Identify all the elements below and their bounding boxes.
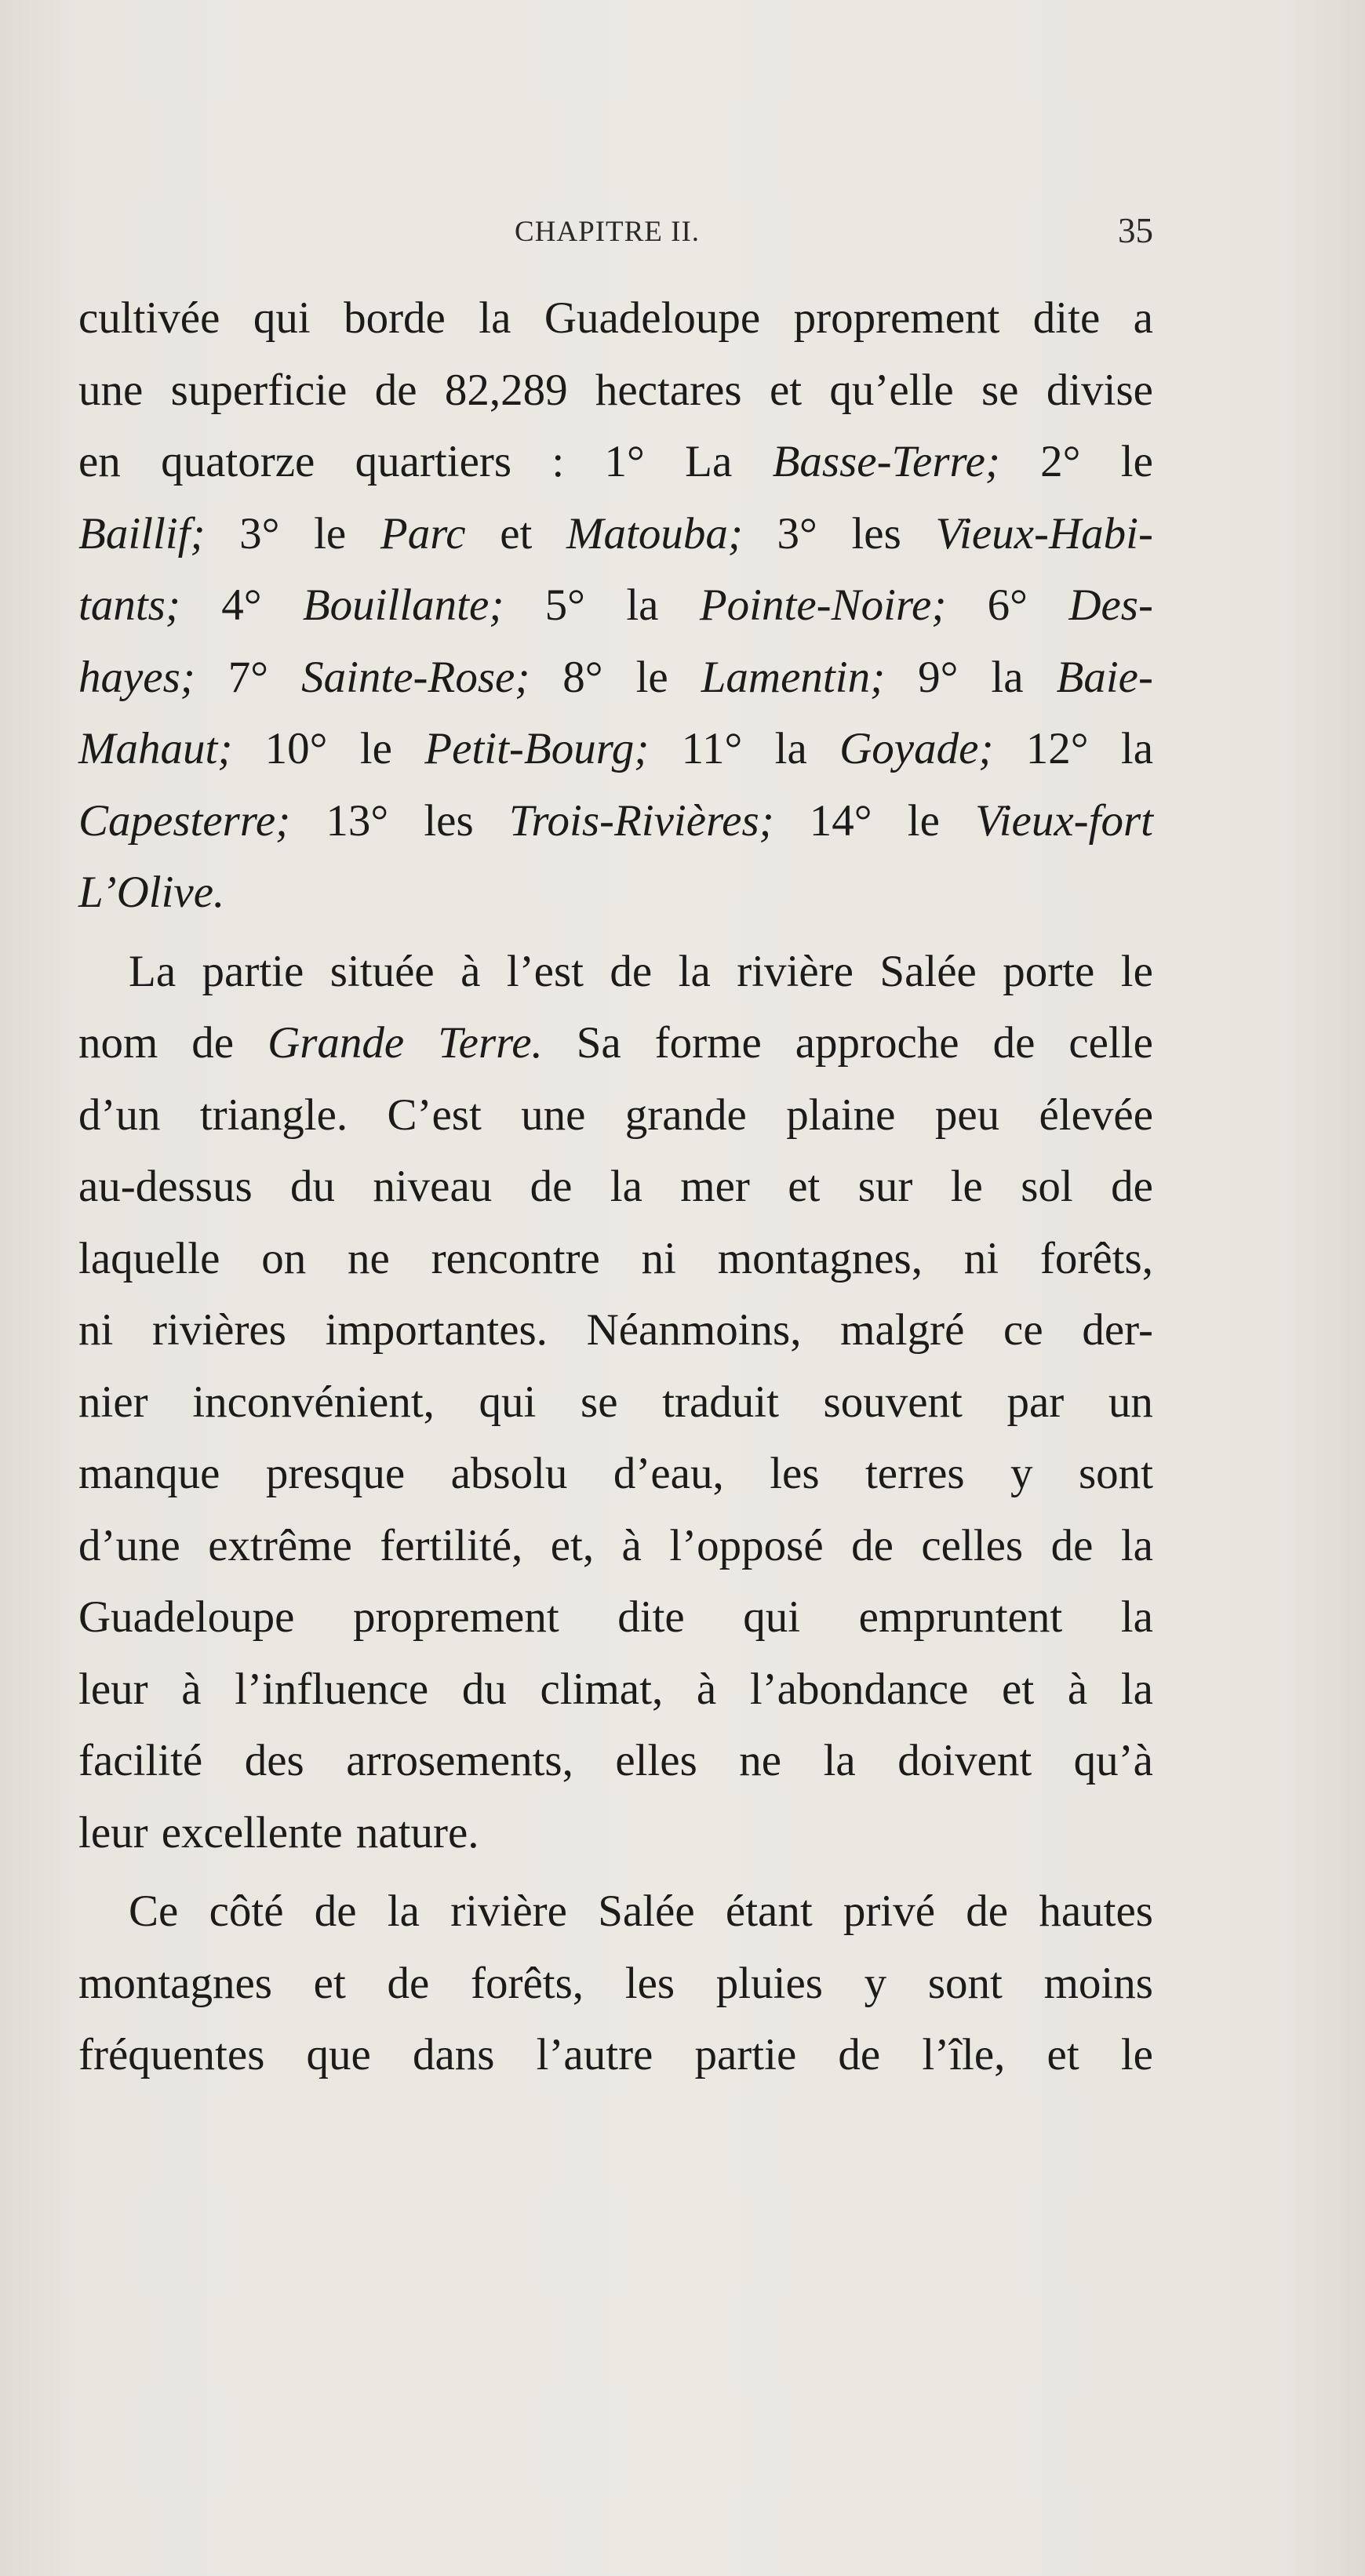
word: Pointe-Noire; (699, 580, 947, 630)
word: Sainte-Rose; (301, 652, 530, 702)
word: Lamentin; (701, 652, 886, 702)
word: Trois-Rivières; (508, 795, 774, 846)
word: privé (843, 1887, 936, 1936)
text-line (78, 282, 1153, 355)
word: la (991, 652, 1024, 702)
word: sur (857, 1162, 913, 1211)
word: de (530, 1162, 573, 1211)
word: dans (412, 2030, 495, 2079)
word: sont (927, 1958, 1003, 2008)
word: ne (348, 1233, 390, 1283)
word: le (1120, 2030, 1153, 2079)
text-line (78, 1725, 1153, 1797)
text-line (78, 355, 1153, 427)
word: et (313, 1958, 346, 2008)
word: la (823, 1736, 856, 1785)
word: rivière (737, 946, 854, 996)
word: Bouillante; (302, 580, 504, 630)
word: Guadeloupe (78, 1592, 295, 1642)
word: 4° (221, 580, 262, 630)
word: qu’elle (829, 365, 954, 415)
word: souvent (823, 1377, 963, 1427)
word: elles (615, 1736, 697, 1785)
word: La (129, 946, 177, 996)
word: nom (78, 1018, 158, 1068)
text-line (78, 1510, 1153, 1582)
word: inconvénient, (192, 1377, 435, 1427)
word: en (78, 437, 121, 486)
word: Vieux-Habi- (935, 508, 1153, 558)
text-line (78, 1366, 1153, 1439)
word: : (551, 437, 565, 486)
text-line (78, 1007, 1153, 1079)
word: Capesterre; (78, 795, 291, 846)
word: Guadeloupe (544, 293, 761, 343)
word: approche (795, 1018, 959, 1068)
word: Sa (576, 1018, 621, 1068)
text-line (78, 1948, 1153, 2020)
word: triangle. (199, 1090, 348, 1140)
word: d’une (78, 1520, 180, 1570)
word: 12° (1025, 724, 1089, 773)
word: hectares (595, 365, 742, 415)
word: Mahaut; (78, 724, 233, 773)
word: sol (1021, 1162, 1073, 1211)
word: cultivée (78, 293, 220, 343)
word: partie (202, 946, 304, 996)
word: et (769, 365, 803, 415)
word: de (1050, 1520, 1094, 1570)
word: le (1120, 437, 1153, 486)
word: la (1120, 1592, 1153, 1642)
word: Petit-Bourg; (424, 724, 650, 773)
word: laquelle (78, 1233, 220, 1283)
word: quartiers (355, 437, 512, 486)
word: de (966, 1887, 1009, 1936)
word: de (1111, 1162, 1153, 1211)
text-line (78, 1438, 1153, 1510)
word: du (289, 1162, 335, 1211)
word: excellente (161, 1807, 343, 1857)
word: 82,289 (444, 365, 568, 415)
word: le (635, 652, 668, 702)
word: 10° (264, 724, 328, 773)
text-line (78, 426, 1153, 498)
word: et (500, 508, 533, 558)
word: qu’à (1073, 1736, 1153, 1785)
word: superficie (170, 365, 348, 415)
word: importantes. (325, 1305, 548, 1355)
word: empruntent (858, 1592, 1063, 1642)
word: un (1108, 1377, 1153, 1427)
word: Baillif; (78, 508, 206, 558)
word: que (306, 2030, 371, 2079)
word: ce (1003, 1305, 1043, 1355)
word: par (1006, 1377, 1065, 1427)
word: doivent (897, 1736, 1032, 1785)
word: borde (344, 293, 446, 343)
word: se (581, 1377, 618, 1427)
word: extrême (208, 1520, 352, 1570)
word: ne (739, 1736, 782, 1785)
word: 5° (544, 580, 585, 630)
word: les (624, 1958, 675, 2008)
word: la (1120, 724, 1153, 773)
word: y (864, 1958, 887, 2008)
word: C’est (387, 1090, 482, 1140)
word: Néanmoins, (586, 1305, 802, 1355)
word: montagnes (78, 1958, 272, 2008)
word: et, (550, 1520, 595, 1570)
word: à (696, 1664, 717, 1714)
word: l’île, (922, 2030, 1006, 2079)
word: 7° (228, 652, 269, 702)
word: située (329, 946, 435, 996)
word: la (626, 580, 659, 630)
text-line (78, 1223, 1153, 1295)
word: celles (921, 1520, 1024, 1570)
word: sont (1078, 1449, 1153, 1498)
word: quatorze (161, 437, 315, 486)
word: de (851, 1520, 894, 1570)
word: à (181, 1664, 202, 1714)
word: 6° (987, 580, 1028, 630)
word: des (244, 1736, 304, 1785)
text-line (78, 1079, 1153, 1152)
word: Salée (879, 946, 977, 996)
text-line (78, 498, 1153, 570)
word: le (1120, 946, 1153, 996)
word: hayes; (78, 652, 195, 702)
word: plaine (786, 1090, 896, 1140)
word: terres (864, 1449, 965, 1498)
word: ni (641, 1233, 676, 1283)
text-line (78, 857, 1153, 929)
text-line (78, 713, 1153, 785)
word: manque (78, 1449, 220, 1498)
word: de (374, 365, 417, 415)
word: forêts, (1039, 1233, 1153, 1283)
word: Baie- (1056, 652, 1153, 702)
word: Basse-Terre; (772, 437, 1000, 486)
word: une (521, 1090, 586, 1140)
word: Matouba; (566, 508, 743, 558)
word: d’un (78, 1090, 161, 1140)
word: dite (1032, 293, 1101, 343)
word: Terre. (438, 1018, 543, 1068)
word: du (461, 1664, 507, 1714)
word: forme (654, 1018, 762, 1068)
body-text (78, 282, 1153, 2091)
word: Vieux-fort (975, 795, 1153, 846)
word: celle (1068, 1018, 1153, 1068)
word: de (387, 1958, 430, 2008)
word: qui (253, 293, 311, 343)
word: la (387, 1887, 420, 1936)
word: ni (963, 1233, 999, 1283)
word: niveau (373, 1162, 493, 1211)
word: la (678, 946, 711, 996)
page-number: 35 (1118, 211, 1153, 250)
word: rencontre (431, 1233, 600, 1283)
word: de (992, 1018, 1036, 1068)
word: l’est (506, 946, 584, 996)
word: partie (694, 2030, 797, 2079)
word: l’opposé (669, 1520, 824, 1570)
word: Goyade; (839, 724, 994, 773)
word: traduit (662, 1377, 779, 1427)
text-line (78, 1654, 1153, 1726)
word: absolu (450, 1449, 568, 1498)
word: Des- (1068, 580, 1153, 630)
word: à (621, 1520, 642, 1570)
word: au-dessus (78, 1162, 253, 1211)
word: le (907, 795, 940, 846)
text-line (78, 1797, 1153, 1869)
word: de (191, 1018, 235, 1068)
word: les (851, 508, 901, 558)
text-line (78, 936, 1153, 1008)
text-line (78, 2019, 1153, 2091)
word: climat, (540, 1664, 664, 1714)
word: l’influence (235, 1664, 429, 1714)
word: élevée (1039, 1090, 1153, 1140)
word: y (1010, 1449, 1033, 1498)
word: une (78, 365, 144, 415)
page-header (78, 210, 1153, 257)
word: 1° (604, 437, 645, 486)
word: la (610, 1162, 642, 1211)
text-line (78, 1294, 1153, 1366)
word: côté (209, 1887, 284, 1936)
word: facilité (78, 1736, 203, 1785)
word: la (1120, 1520, 1153, 1570)
text-line (78, 1151, 1153, 1223)
word: L’Olive. (78, 868, 225, 917)
word: Ce (129, 1887, 179, 1936)
running-title: CHAPITRE II. (515, 216, 701, 248)
word: l’autre (536, 2030, 653, 2079)
word: 14° (809, 795, 872, 846)
word: le (950, 1162, 983, 1211)
word: l’abondance (749, 1664, 969, 1714)
word: 9° (918, 652, 959, 702)
word: fréquentes (78, 2030, 265, 2079)
word: proprement (352, 1592, 559, 1642)
word: forêts, (471, 1958, 584, 2008)
word: Salée (598, 1887, 695, 1936)
word: nature. (355, 1807, 479, 1857)
word: proprement (793, 293, 1000, 343)
word: rivière (450, 1887, 567, 1936)
word: Grande (268, 1018, 405, 1068)
word: le (314, 508, 347, 558)
word: arrosements, (346, 1736, 573, 1785)
word: nier (78, 1377, 148, 1427)
word: qui (743, 1592, 801, 1642)
word: se (981, 365, 1019, 415)
word: à (1067, 1664, 1088, 1714)
word: dite (617, 1592, 685, 1642)
text-line (78, 785, 1153, 857)
word: tants; (78, 580, 180, 630)
word: peu (934, 1090, 1000, 1140)
word: les (424, 795, 474, 846)
word: la (774, 724, 807, 773)
word: et (1002, 1664, 1035, 1714)
word: fertilité, (380, 1520, 523, 1570)
word: rivières (152, 1305, 286, 1355)
word: de (610, 946, 653, 996)
word: 13° (326, 795, 389, 846)
word: pluies (715, 1958, 823, 2008)
word: a (1133, 293, 1153, 343)
text-line (78, 1581, 1153, 1654)
text-line (78, 1876, 1153, 1948)
word: 11° (681, 724, 743, 773)
word: moins (1043, 1958, 1153, 2008)
word: leur (78, 1664, 148, 1714)
word: de (314, 1887, 357, 1936)
word: et (1046, 2030, 1079, 2079)
text-line (78, 569, 1153, 642)
text-line (78, 642, 1153, 714)
word: 2° (1040, 437, 1081, 486)
word: mer (680, 1162, 750, 1211)
word: divise (1046, 365, 1153, 415)
word: montagnes, (717, 1233, 923, 1283)
word: malgré (840, 1305, 965, 1355)
word: et (788, 1162, 821, 1211)
word: la (1120, 1664, 1153, 1714)
word: La (685, 437, 733, 486)
word: grande (624, 1090, 747, 1140)
word: on (261, 1233, 307, 1283)
word: hautes (1039, 1887, 1153, 1936)
word: der- (1082, 1305, 1153, 1355)
word: de (838, 2030, 881, 2079)
word: leur (78, 1807, 148, 1857)
word: à (460, 946, 481, 996)
word: la (479, 293, 511, 343)
word: d’eau, (613, 1449, 724, 1498)
word: porte (1003, 946, 1095, 996)
word: qui (479, 1377, 537, 1427)
word: ni (78, 1305, 114, 1355)
word: 8° (562, 652, 603, 702)
word: presque (265, 1449, 406, 1498)
word: 3° (777, 508, 817, 558)
word: étant (725, 1887, 813, 1936)
word: le (359, 724, 392, 773)
word: Parc (380, 508, 466, 558)
word: 3° (239, 508, 280, 558)
word: les (770, 1449, 820, 1498)
